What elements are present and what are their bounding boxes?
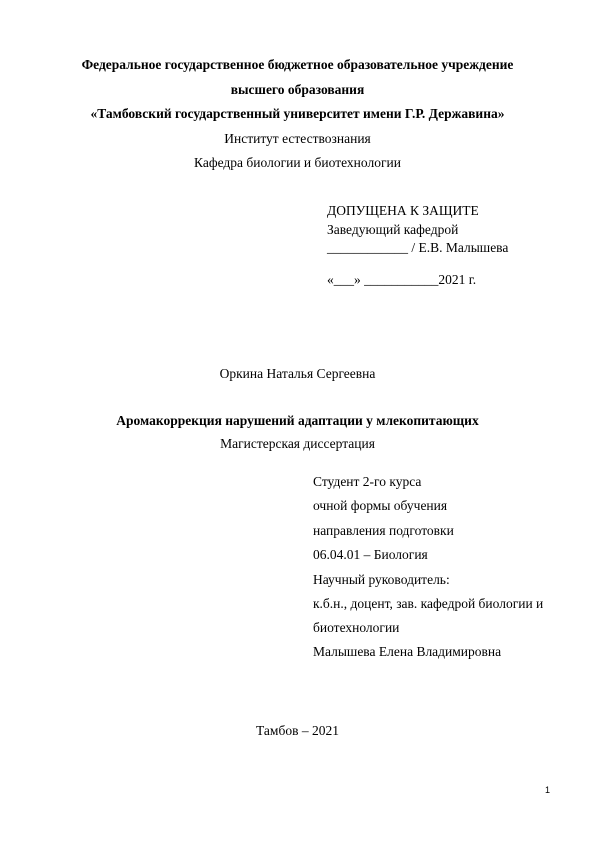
author-name: Оркина Наталья Сергеевна — [219, 366, 376, 381]
header-organization-line2: высшего образования — [230, 82, 365, 97]
city-year: Тамбов – 2021 — [256, 723, 339, 738]
approval-title: ДОПУЩЕНА К ЗАЩИТЕ — [327, 203, 479, 218]
student-info-line: 06.04.01 – Биология — [313, 547, 428, 562]
student-info-line: очной формы обучения — [313, 498, 448, 513]
thesis-type: Магистерская диссертация — [220, 436, 375, 451]
student-info-line: направления подготовки — [313, 523, 454, 538]
approval-position: Заведующий кафедрой — [327, 222, 459, 237]
approval-signature-line: ____________ / Е.В. Малышева — [327, 240, 509, 255]
supervisor-title: к.б.н., доцент, зав. кафедрой биологии и — [313, 596, 544, 611]
student-info-line: Студент 2-го курса — [313, 474, 422, 489]
supervisor-title-cont: биотехнологии — [313, 620, 400, 635]
thesis-title: Аромакоррекция нарушений адаптации у млекопитающих — [116, 413, 479, 428]
institute-name: Институт естествознания — [224, 131, 371, 146]
header-organization-line1: Федеральное государственное бюджетное образовательное учреждение — [81, 57, 514, 72]
department-name: Кафедра биологии и биотехнологии — [194, 155, 401, 170]
university-name: «Тамбовский государственный университет имени Г.Р. Державина» — [90, 106, 505, 121]
supervisor-label: Научный руководитель: — [313, 572, 450, 587]
approval-date-line: «___» ___________2021 г. — [327, 272, 477, 287]
supervisor-name: Малышева Елена Владимировна — [313, 644, 502, 659]
page-number: 1 — [545, 785, 551, 795]
